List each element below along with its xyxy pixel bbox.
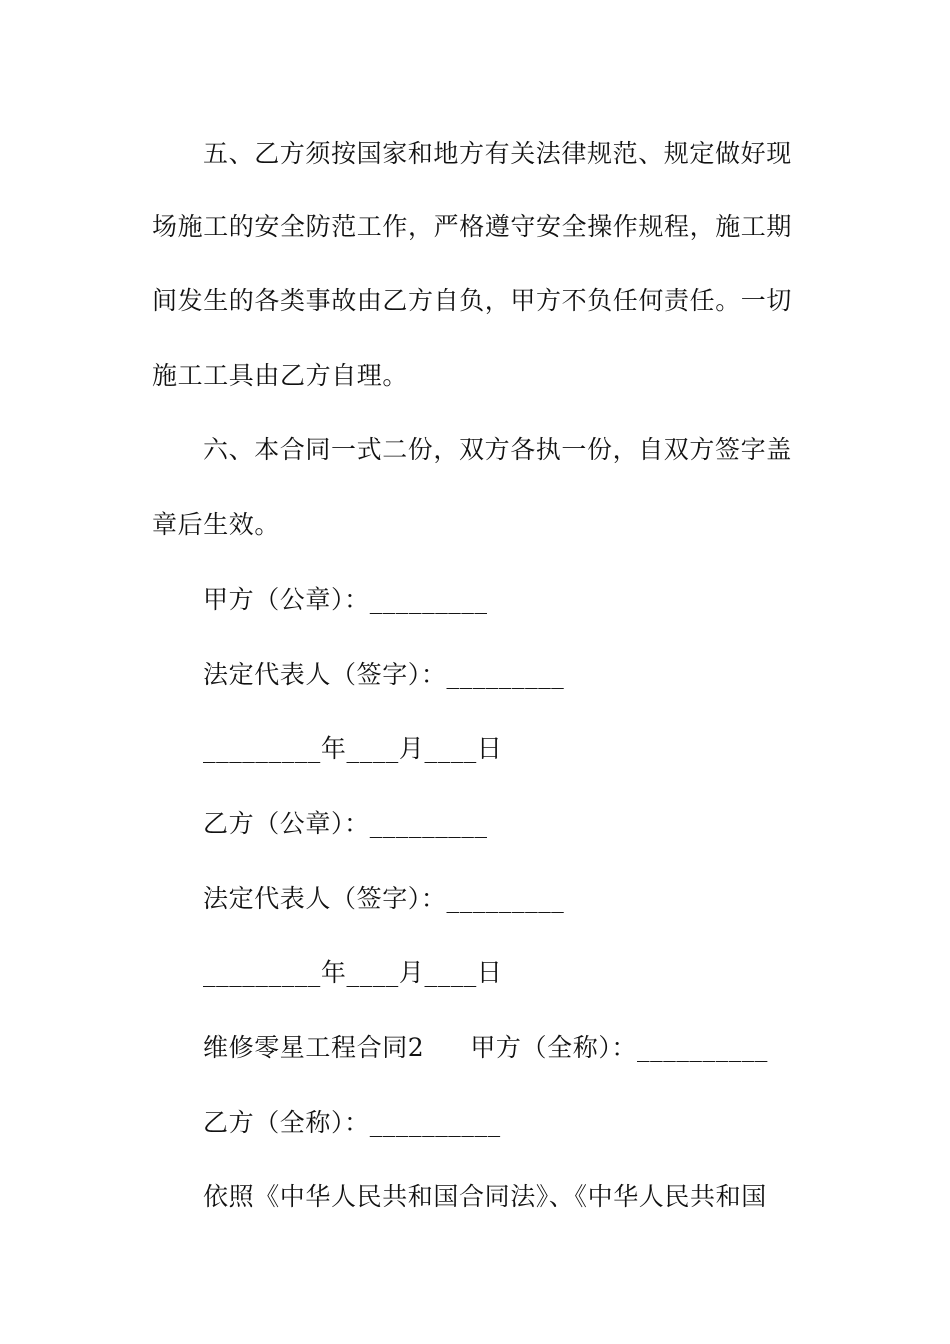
section-5-line-1: 五、乙方须按国家和地方有关法律规范、规定做好现 <box>203 139 792 168</box>
party-b-date-line: _________年____月____日 <box>203 958 503 987</box>
party-a-seal-line: 甲方（公章）：_________ <box>203 585 488 614</box>
section-5-line-4: 施工工具由乙方自理。 <box>152 361 409 390</box>
section-6-line-1: 六、本合同一式二份，双方各执一份，自双方签字盖 <box>203 435 792 464</box>
section-5-line-3: 间发生的各类事故由乙方自负，甲方不负任何责任。一切 <box>152 286 793 315</box>
party-b-representative-line: 法定代表人（签字）：_________ <box>203 884 565 913</box>
section-6-line-2: 章后生效。 <box>152 510 281 539</box>
party-a-representative-line: 法定代表人（签字）：_________ <box>203 660 565 689</box>
section-5-line-2: 场施工的安全防范工作，严格遵守安全操作规程，施工期 <box>152 212 793 241</box>
contract-2-heading-line <box>203 1033 768 1063</box>
contract-2-title: 维修零星工程合同2 <box>203 1033 425 1062</box>
contract-2-basis-line: 依照《中华人民共和国合同法》、《中华人民共和国 <box>203 1182 767 1211</box>
contract-2-party-a-name: 甲方（全称）：__________ <box>470 1033 769 1062</box>
contract-2-party-b-name: 乙方（全称）：__________ <box>203 1108 501 1137</box>
party-b-seal-line: 乙方（公章）：_________ <box>203 809 488 838</box>
party-a-date-line: _________年____月____日 <box>203 734 503 763</box>
